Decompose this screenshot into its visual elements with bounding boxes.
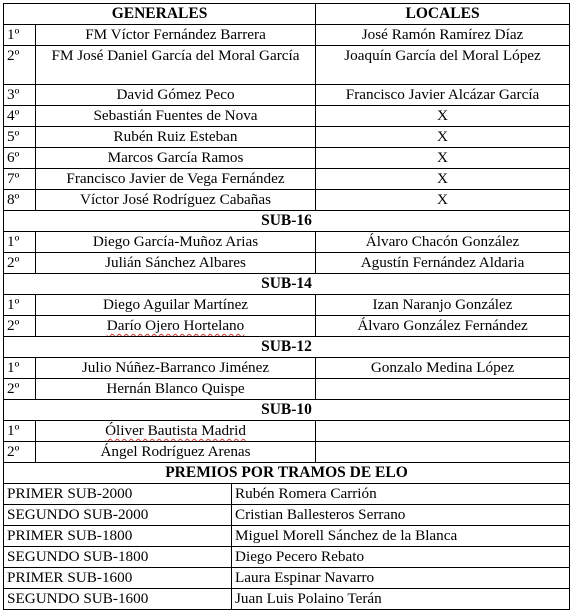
generales-header: GENERALES (4, 4, 316, 25)
local-name-cell: Agustín Fernández Aldaria (316, 253, 570, 274)
generales-row-1 (4, 25, 570, 46)
elo-category-cell: SEGUNDO SUB-2000 (4, 505, 232, 526)
local-name-cell: X (316, 148, 570, 169)
local-name-cell: X (316, 190, 570, 211)
generales-row-7 (4, 169, 570, 190)
locales-header: LOCALES (316, 4, 570, 25)
general-name-cell (36, 316, 316, 337)
elo-row-6 (4, 589, 570, 610)
position-cell: 2º (4, 46, 36, 85)
general-name-cell: Marcos García Ramos (36, 148, 316, 169)
header-row (4, 4, 570, 25)
position-cell: 6º (4, 148, 36, 169)
elo-row-4 (4, 547, 570, 568)
sub12-section-title: SUB-12 (4, 337, 570, 358)
generales-row-4 (4, 106, 570, 127)
sub12-row-2 (4, 379, 570, 400)
local-name-cell: X (316, 169, 570, 190)
local-name-cell: Francisco Javier Alcázar García (316, 85, 570, 106)
general-name-cell: Julián Sánchez Albares (36, 253, 316, 274)
general-name-cell: Julio Núñez-Barranco Jiménez (36, 358, 316, 379)
position-cell: 2º (4, 379, 36, 400)
general-name-cell: Hernán Blanco Quispe (36, 379, 316, 400)
generales-row-8 (4, 190, 570, 211)
local-name-cell: X (316, 127, 570, 148)
position-cell: 2º (4, 253, 36, 274)
elo-name-cell: Juan Luis Polaino Terán (232, 589, 570, 610)
elo-name-cell: Laura Espinar Navarro (232, 568, 570, 589)
elo-category-cell: SEGUNDO SUB-1600 (4, 589, 232, 610)
position-cell: 1º (4, 25, 36, 46)
sub16-section-title: SUB-16 (4, 211, 570, 232)
general-name-cell: David Gómez Peco (36, 85, 316, 106)
sub16-row-1 (4, 232, 570, 253)
elo-name-cell: Diego Pecero Rebato (232, 547, 570, 568)
local-name-cell: Gonzalo Medina López (316, 358, 570, 379)
prize-table (3, 3, 570, 610)
general-name-cell (36, 421, 316, 442)
sub10-row-2 (4, 442, 570, 463)
general-name-cell: FM José Daniel García del Moral García (36, 46, 316, 85)
sub10-row-1 (4, 421, 570, 442)
position-cell: 4º (4, 106, 36, 127)
elo-row-1 (4, 484, 570, 505)
elo-category-cell: PRIMER SUB-2000 (4, 484, 232, 505)
elo-section-row (4, 463, 570, 484)
position-cell: 3º (4, 85, 36, 106)
sub16-section-row (4, 211, 570, 232)
general-name-cell: Francisco Javier de Vega Fernández (36, 169, 316, 190)
position-cell: 2º (4, 316, 36, 337)
general-name-cell: Sebastián Fuentes de Nova (36, 106, 316, 127)
position-cell: 5º (4, 127, 36, 148)
generales-row-2 (4, 46, 570, 85)
elo-row-2 (4, 505, 570, 526)
sub14-row-1 (4, 295, 570, 316)
generales-row-3 (4, 85, 570, 106)
elo-category-cell: SEGUNDO SUB-1800 (4, 547, 232, 568)
elo-section-title: PREMIOS POR TRAMOS DE ELO (4, 463, 570, 484)
local-name-cell (316, 379, 570, 400)
position-cell: 8º (4, 190, 36, 211)
generales-row-6 (4, 148, 570, 169)
position-cell: 2º (4, 442, 36, 463)
local-name-cell: Izan Naranjo González (316, 295, 570, 316)
generales-row-5 (4, 127, 570, 148)
sub12-section-row (4, 337, 570, 358)
position-cell: 1º (4, 295, 36, 316)
prize-document (0, 3, 573, 615)
spellcheck-name: Darío Ojero Hortelano (106, 317, 245, 334)
elo-name-cell: Cristian Ballesteros Serrano (232, 505, 570, 526)
local-name-cell: José Ramón Ramírez Díaz (316, 25, 570, 46)
position-cell: 1º (4, 358, 36, 379)
sub14-section-row (4, 274, 570, 295)
elo-row-3 (4, 526, 570, 547)
local-name-cell: X (316, 106, 570, 127)
elo-name-cell: Rubén Romera Carrión (232, 484, 570, 505)
elo-row-5 (4, 568, 570, 589)
position-cell: 1º (4, 421, 36, 442)
local-name-cell (316, 421, 570, 442)
spellcheck-name: Óliver Bautista Madrid (105, 422, 246, 439)
elo-category-cell: PRIMER SUB-1600 (4, 568, 232, 589)
local-name-cell: Álvaro Chacón González (316, 232, 570, 253)
sub12-row-1 (4, 358, 570, 379)
general-name-cell: Víctor José Rodríguez Cabañas (36, 190, 316, 211)
sub14-row-2 (4, 316, 570, 337)
sub10-section-row (4, 400, 570, 421)
sub10-section-title: SUB-10 (4, 400, 570, 421)
general-name-cell: FM Víctor Fernández Barrera (36, 25, 316, 46)
general-name-cell: Diego Aguilar Martínez (36, 295, 316, 316)
position-cell: 7º (4, 169, 36, 190)
position-cell: 1º (4, 232, 36, 253)
general-name-cell: Ángel Rodríguez Arenas (36, 442, 316, 463)
sub16-row-2 (4, 253, 570, 274)
general-name-cell: Rubén Ruiz Esteban (36, 127, 316, 148)
elo-category-cell: PRIMER SUB-1800 (4, 526, 232, 547)
local-name-cell (316, 442, 570, 463)
sub14-section-title: SUB-14 (4, 274, 570, 295)
elo-name-cell: Miguel Morell Sánchez de la Blanca (232, 526, 570, 547)
general-name-cell: Diego García-Muñoz Arias (36, 232, 316, 253)
local-name-cell: Joaquín García del Moral López (316, 46, 570, 85)
local-name-cell: Álvaro González Fernández (316, 316, 570, 337)
